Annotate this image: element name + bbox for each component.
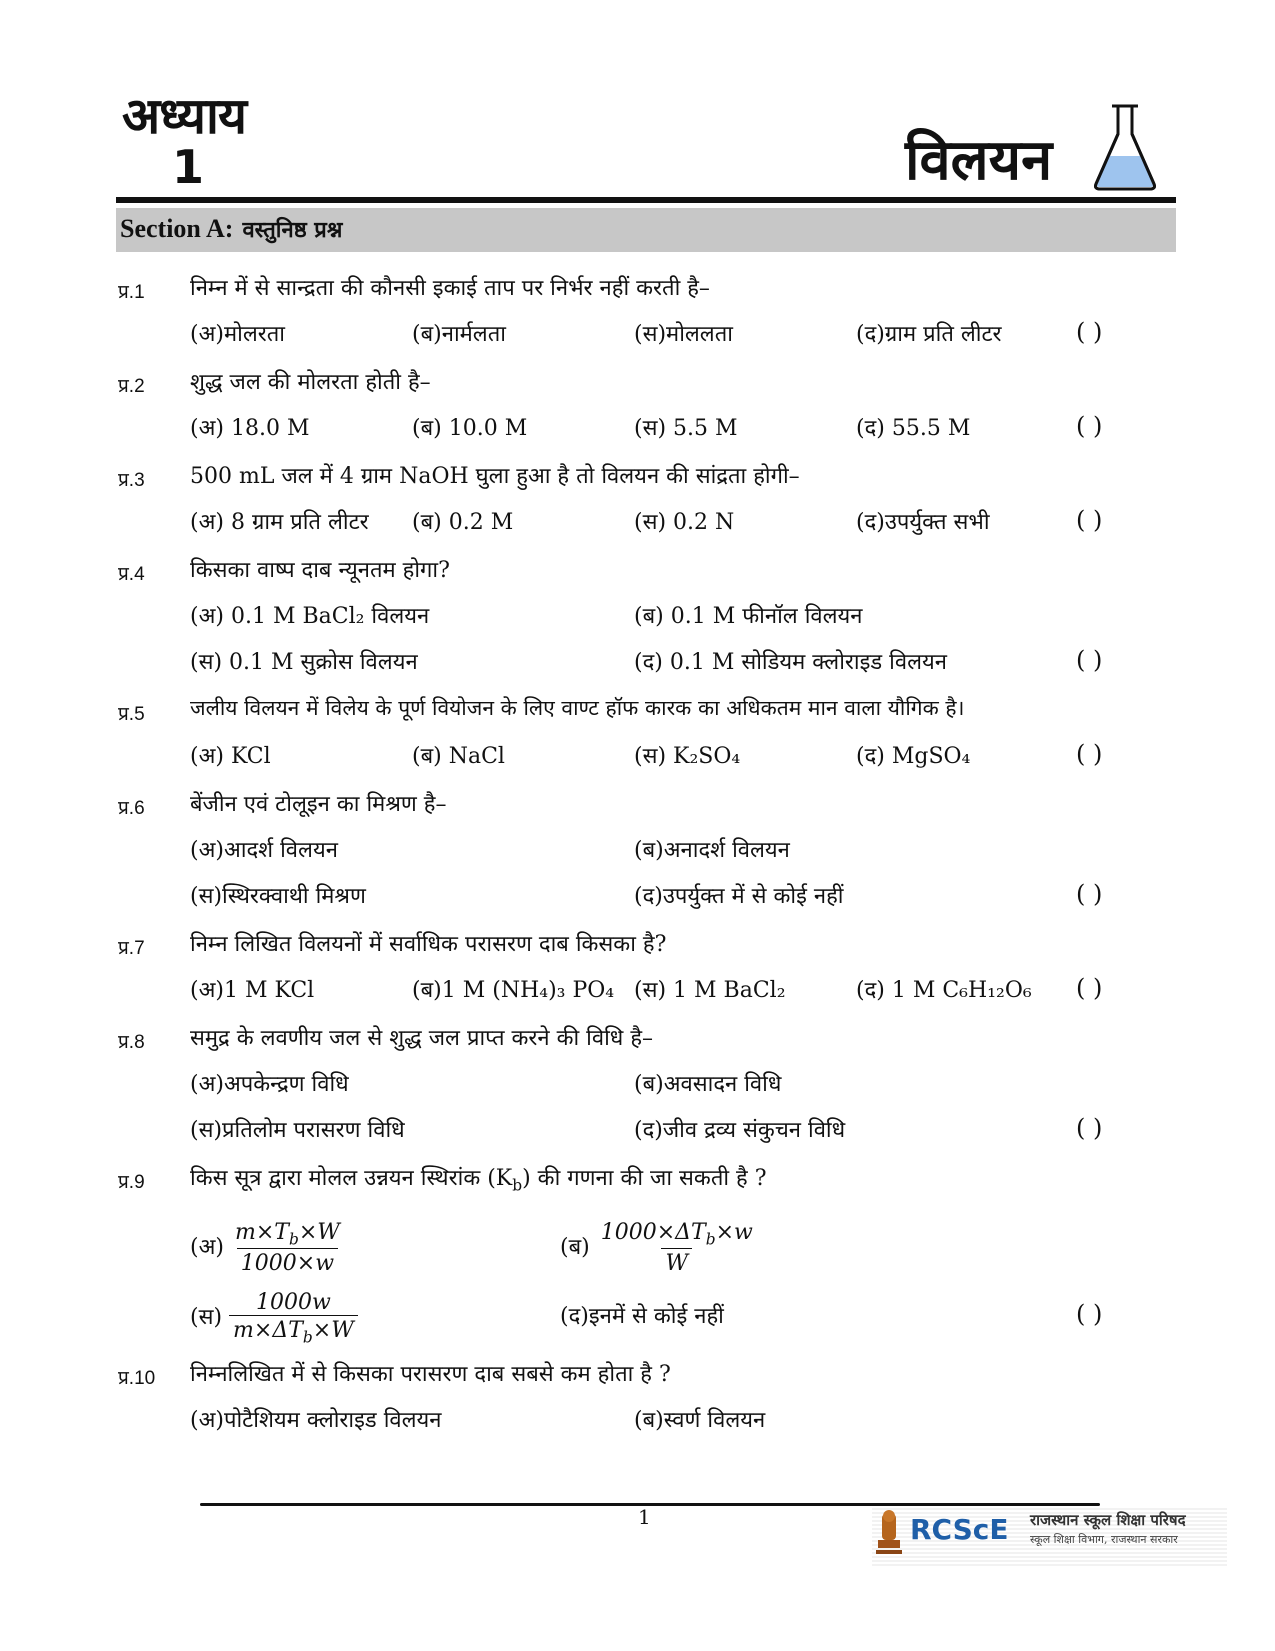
formula-denominator: W [665,1251,689,1277]
page-number: 1 [638,1505,651,1529]
answer-bracket: ( ) [1076,740,1103,768]
question-number: प्र.10 [118,1368,156,1389]
formula-denominator: 1000×w [240,1251,335,1277]
question-number: प्र.2 [118,376,145,397]
emblem-icon [872,1508,906,1563]
question-text: किस सूत्र द्वारा मोलल उन्नयन स्थिरांक $(K_b)$ की गणना की जा सकती है ? [190,1166,767,1195]
question-number: प्र.1 [118,282,145,303]
question-text: 500 mL जल में 4 ग्राम NaOH घुला हुआ है तो विलयन की सांद्रता होगी– [190,464,800,489]
option-c: (स) $\frac{1000w}{m\times\Delta T_b\times W}$ [190,1290,358,1346]
question-text: शुद्ध जल की मोलरता होती है– [190,370,431,395]
question-number: प्र.6 [118,798,145,819]
option-a: (अ) 18.0 M [190,416,310,441]
formula-a [231,1220,344,1276]
option-b: (ब) 10.0 M [412,416,528,441]
option-b: (ब) 0.2 M [412,510,514,535]
option-a: (अ)1 M KCl [190,978,315,1003]
option-d: (द)उपर्युक्त में से कोई नहीं [634,884,844,909]
question-number: प्र.9 [118,1172,145,1193]
option-b: (ब)1 M (NH₄)₃ PO₄ [412,978,615,1003]
header-rule [116,197,1176,203]
question-text: किसका वाष्प दाब न्यूनतम होगा? [190,558,450,583]
option-b: (ब)नार्मलता [412,322,506,347]
question-number: प्र.8 [118,1032,145,1053]
option-d: (द) 0.1 M सोडियम क्लोराइड विलयन [634,650,947,675]
flask-icon [1092,100,1158,192]
option-c: (स)प्रतिलोम परासरण विधि [190,1118,405,1143]
option-d: (द)उपर्युक्त सभी [856,510,990,535]
option-d: (द) 1 M C₆H₁₂O₆ [856,978,1032,1003]
question-number: प्र.5 [118,704,145,725]
option-b: (ब) NaCl [412,744,505,769]
option-a: (अ)मोलरता [190,322,285,347]
answer-bracket: ( ) [1076,1300,1103,1328]
org-name: राजस्थान स्कूल शिक्षा परिषद [1030,1511,1186,1529]
question-text: बेंजीन एवं टोलूइन का मिश्रण है– [190,792,447,817]
question-text: समुद्र के लवणीय जल से शुद्ध जल प्राप्त करने की विधि है– [190,1026,654,1051]
option-a: (अ) 0.1 M BaCl₂ विलयन [190,604,430,629]
option-a: (अ) $\frac{m\times T_b\times W}{1000\times w}$ [190,1220,344,1276]
answer-bracket: ( ) [1076,880,1103,908]
answer-bracket: ( ) [1076,974,1103,1002]
chapter-label: अध्याय [122,87,246,145]
option-d: (द)ग्राम प्रति लीटर [856,322,1002,347]
formula-numerator: 1000w [256,1290,331,1315]
option-d: (द) 55.5 M [856,416,971,441]
option-c: (स)स्थिरक्वाथी मिश्रण [190,884,366,909]
option-a: (अ)अपकेन्द्रण विधि [190,1072,349,1097]
formula-c [229,1290,358,1346]
option-b: (ब)अनादर्श विलयन [634,838,790,863]
option-d: (द)इनमें से कोई नहीं [560,1304,724,1329]
option-d: (द)जीव द्रव्य संकुचन विधि [634,1118,846,1143]
question-text: निम्नलिखित में से किसका परासरण दाब सबसे कम होता है ? [190,1362,671,1387]
question-number: प्र.7 [118,938,145,959]
option-c: (स) 0.1 M सुक्रोस विलयन [190,650,418,675]
formula-numerator: $1000\times\Delta T_b\times w$ [600,1220,753,1249]
option-a: (अ) KCl [190,744,271,769]
formula-b [597,1220,757,1276]
formula-numerator: $m\times T_b\times W$ [234,1220,340,1249]
question-number: प्र.4 [118,564,145,585]
chapter-number: 1 [172,140,205,194]
option-c: (स) 5.5 M [634,416,738,441]
option-c: (स) K₂SO₄ [634,744,741,769]
option-c: (स) 0.2 N [634,510,735,535]
answer-bracket: ( ) [1076,1114,1103,1142]
question-text: निम्न लिखित विलयनों में सर्वाधिक परासरण दाब किसका है? [190,932,667,957]
option-b: (ब) $\frac{1000\times\Delta T_b\times w}{W}$ [560,1220,757,1276]
chapter-title: विलयन [905,128,1053,193]
answer-bracket: ( ) [1076,506,1103,534]
option-b: (ब)अवसादन विधि [634,1072,782,1097]
answer-bracket: ( ) [1076,318,1103,346]
option-a: (अ) 8 ग्राम प्रति लीटर [190,510,369,535]
logo-text: RCScE [910,1513,1009,1546]
question-text: जलीय विलयन में विलेय के पूर्ण वियोजन के लिए वाण्ट हॉफ कारक का अधिकतम मान वाला यौगिक है। [190,696,965,720]
option-a: (अ)आदर्श विलयन [190,838,338,863]
option-b: (ब) 0.1 M फीनॉल विलयन [634,604,863,629]
question-number: प्र.3 [118,470,145,491]
option-a: (अ)पोटैशियम क्लोराइड विलयन [190,1408,442,1433]
question-text: निम्न में से सान्द्रता की कौनसी इकाई ताप पर निर्भर नहीं करती है– [190,276,710,301]
org-subtitle: स्कूल शिक्षा विभाग, राजस्थान सरकार [1030,1533,1178,1546]
answer-bracket: ( ) [1076,646,1103,674]
section-heading: Section A: वस्तुनिष्ठ प्रश्न [120,214,343,243]
formula-denominator: $m\times\Delta T_b\times W$ [233,1318,354,1347]
option-d: (द) MgSO₄ [856,744,971,769]
option-c: (स)मोललता [634,322,733,347]
answer-bracket: ( ) [1076,412,1103,440]
option-b: (ब)स्वर्ण विलयन [634,1408,766,1433]
option-c: (स) 1 M BaCl₂ [634,978,786,1003]
